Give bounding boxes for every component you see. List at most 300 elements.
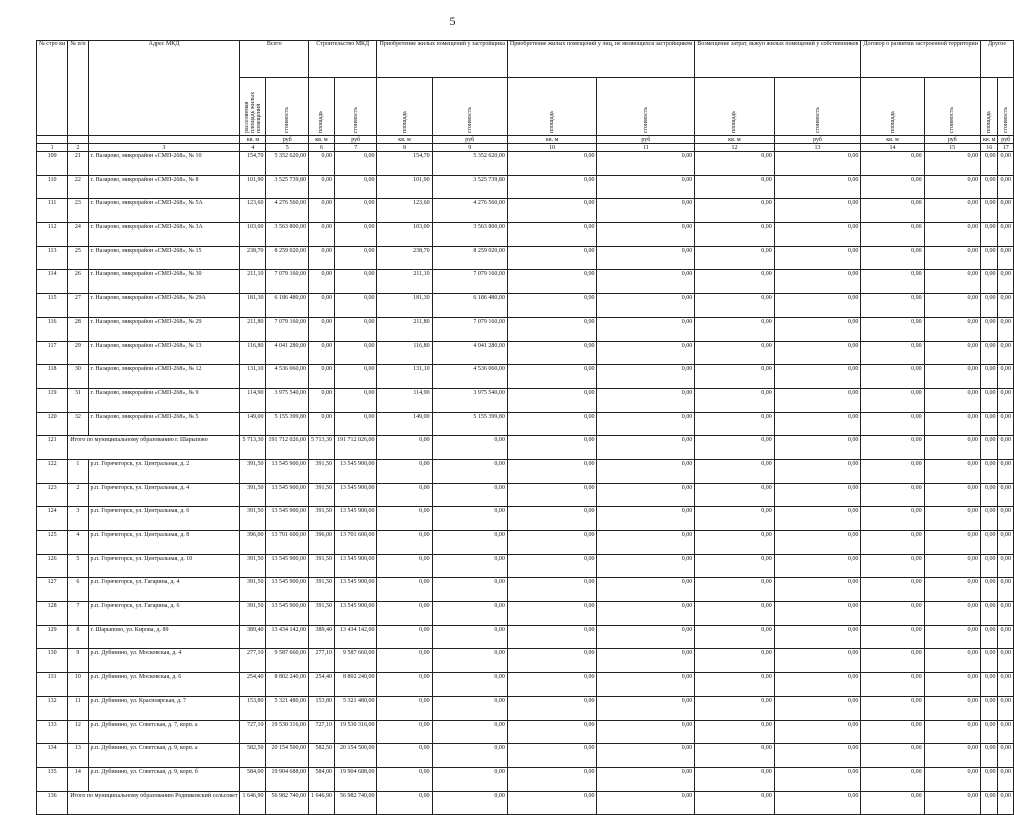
value-cell: 13 545 900,00 [334, 602, 377, 626]
housing-relocation-table [36, 40, 1014, 815]
value-cell: 0,00 [980, 175, 998, 199]
column-numbers-row [37, 144, 1014, 152]
value-cell: 0,00 [597, 223, 695, 247]
value-cell: 4 536 060,00 [266, 365, 309, 389]
value-cell: 0,00 [980, 246, 998, 270]
value-cell: 0,00 [774, 199, 861, 223]
value-cell: 0,00 [998, 341, 1014, 365]
value-cell: 396,00 [308, 531, 334, 555]
value-cell: 0,00 [980, 720, 998, 744]
column-number: 5 [266, 144, 309, 152]
value-cell: 0,00 [695, 412, 774, 436]
value-cell: 7 079 160,00 [432, 270, 507, 294]
value-cell: 0,00 [998, 365, 1014, 389]
value-cell: 0,00 [695, 602, 774, 626]
value-cell: 0,00 [308, 223, 334, 247]
value-cell: 0,00 [377, 459, 432, 483]
value-cell: 0,00 [861, 673, 924, 697]
value-cell: 0,00 [980, 223, 998, 247]
value-cell: 0,00 [308, 175, 334, 199]
value-cell: 238,70 [240, 246, 266, 270]
column-number: 6 [308, 144, 334, 152]
value-cell: 0,00 [861, 294, 924, 318]
value-cell: 0,00 [507, 459, 597, 483]
value-cell: 584,00 [240, 767, 266, 791]
value-cell: 0,00 [695, 578, 774, 602]
value-cell: 13 701 600,00 [266, 531, 309, 555]
value-cell: 391,50 [240, 578, 266, 602]
value-cell: 0,00 [432, 483, 507, 507]
value-cell: 13 545 900,00 [266, 507, 309, 531]
unit-cell: руб [998, 136, 1014, 144]
column-number: 17 [998, 144, 1014, 152]
value-cell: 0,00 [308, 388, 334, 412]
value-cell: 211,80 [377, 317, 432, 341]
row-number-cell: 110 [37, 175, 68, 199]
value-cell: 0,00 [432, 625, 507, 649]
value-cell: 0,00 [980, 602, 998, 626]
column-number: 7 [334, 144, 377, 152]
value-cell: 0,00 [597, 578, 695, 602]
value-cell: 7 079 160,00 [266, 270, 309, 294]
value-cell: 211,80 [240, 317, 266, 341]
value-cell: 0,00 [980, 365, 998, 389]
value-cell: 0,00 [507, 294, 597, 318]
value-cell: 0,00 [924, 696, 980, 720]
value-cell: 0,00 [432, 673, 507, 697]
address-cell: р.п. Горячегорск, ул. Центральная, д. 2 [88, 459, 240, 483]
value-cell: 0,00 [924, 294, 980, 318]
pp-number-cell: 29 [68, 341, 88, 365]
value-cell: 0,00 [597, 531, 695, 555]
address-cell: г. Назарово, микрорайон «СМП-268», № 12 [88, 365, 240, 389]
value-cell: 0,00 [980, 744, 998, 768]
value-cell: 0,00 [998, 223, 1014, 247]
value-cell: 0,00 [924, 270, 980, 294]
value-cell: 0,00 [695, 625, 774, 649]
table-row [37, 317, 1014, 341]
row-number-cell: 122 [37, 459, 68, 483]
value-cell: 0,00 [861, 744, 924, 768]
row-number-cell: 126 [37, 554, 68, 578]
address-cell: г. Назарово, микрорайон «СМП-268», № 9 [88, 388, 240, 412]
unit-cell: руб [266, 136, 309, 144]
value-cell: 238,70 [377, 246, 432, 270]
value-cell: 0,00 [980, 531, 998, 555]
value-cell: 5 321 480,00 [334, 696, 377, 720]
value-cell: 0,00 [334, 365, 377, 389]
unit-cell: руб [924, 136, 980, 144]
value-cell: 0,00 [924, 246, 980, 270]
value-cell: 0,00 [597, 436, 695, 460]
table-row [37, 388, 1014, 412]
subheader-cost: стоимость [432, 78, 507, 136]
table-row [37, 507, 1014, 531]
value-cell: 0,00 [924, 436, 980, 460]
value-cell: 0,00 [924, 341, 980, 365]
value-cell: 0,00 [774, 341, 861, 365]
value-cell: 0,00 [998, 696, 1014, 720]
value-cell: 391,50 [240, 507, 266, 531]
value-cell: 0,00 [597, 602, 695, 626]
pp-number-cell: 4 [68, 531, 88, 555]
value-cell: 0,00 [695, 483, 774, 507]
value-cell: 0,00 [334, 317, 377, 341]
value-cell: 0,00 [507, 388, 597, 412]
value-cell: 116,80 [240, 341, 266, 365]
value-cell: 389,40 [240, 625, 266, 649]
value-cell: 391,50 [240, 554, 266, 578]
pp-number-cell: 24 [68, 223, 88, 247]
value-cell: 0,00 [924, 673, 980, 697]
value-cell: 0,00 [377, 578, 432, 602]
value-cell: 0,00 [861, 175, 924, 199]
value-cell: 0,00 [924, 412, 980, 436]
value-cell: 0,00 [695, 270, 774, 294]
value-cell: 0,00 [998, 199, 1014, 223]
value-cell: 0,00 [695, 673, 774, 697]
value-cell: 0,00 [507, 341, 597, 365]
pp-number-cell: 8 [68, 625, 88, 649]
value-cell: 0,00 [334, 223, 377, 247]
subheader-cost: стоимость [924, 78, 980, 136]
address-cell: р.п. Дубинино, ул. Советская, д. 9, корп. б [88, 767, 240, 791]
value-cell: 13 434 142,00 [334, 625, 377, 649]
header-address: Адрес МКД [88, 41, 240, 136]
address-cell: г. Назарово, микрорайон «СМП-268», № 29А [88, 294, 240, 318]
address-cell: г. Назарово, микрорайон «СМП-268», № 5А [88, 199, 240, 223]
value-cell: 0,00 [774, 175, 861, 199]
value-cell: 101,90 [240, 175, 266, 199]
value-cell: 0,00 [695, 317, 774, 341]
value-cell: 0,00 [861, 696, 924, 720]
row-number-cell: 127 [37, 578, 68, 602]
row-number-cell: 128 [37, 602, 68, 626]
value-cell: 396,00 [240, 531, 266, 555]
value-cell: 391,50 [240, 602, 266, 626]
unit-cell: кв. м [507, 136, 597, 144]
value-cell: 0,00 [695, 649, 774, 673]
column-number: 9 [432, 144, 507, 152]
value-cell: 131,10 [240, 365, 266, 389]
value-cell: 0,00 [377, 625, 432, 649]
value-cell: 0,00 [334, 199, 377, 223]
value-cell: 0,00 [597, 459, 695, 483]
pp-number-cell: 1 [68, 459, 88, 483]
value-cell: 0,00 [998, 507, 1014, 531]
row-number-cell: 120 [37, 412, 68, 436]
value-cell: 0,00 [924, 578, 980, 602]
value-cell: 0,00 [432, 767, 507, 791]
value-cell: 0,00 [695, 152, 774, 176]
value-cell: 0,00 [695, 175, 774, 199]
value-cell: 0,00 [774, 625, 861, 649]
address-cell: р.п. Горячегорск, ул. Центральная, д. 6 [88, 507, 240, 531]
value-cell: 0,00 [861, 649, 924, 673]
value-cell: 0,00 [998, 767, 1014, 791]
value-cell: 5 713,30 [240, 436, 266, 460]
value-cell: 0,00 [507, 791, 597, 815]
subheader-area: площадь [861, 78, 924, 136]
value-cell: 0,00 [507, 649, 597, 673]
pp-number-cell: 2 [68, 483, 88, 507]
value-cell: 391,50 [308, 578, 334, 602]
pp-number-cell: 23 [68, 199, 88, 223]
value-cell: 0,00 [998, 744, 1014, 768]
value-cell: 0,00 [861, 412, 924, 436]
value-cell: 13 545 900,00 [266, 554, 309, 578]
address-cell: г. Назарово, микрорайон «СМП-268», № 3А [88, 223, 240, 247]
unit-cell: руб [432, 136, 507, 144]
value-cell: 0,00 [774, 412, 861, 436]
value-cell: 0,00 [774, 317, 861, 341]
value-cell: 20 154 500,00 [266, 744, 309, 768]
value-cell: 0,00 [980, 791, 998, 815]
value-cell: 0,00 [774, 459, 861, 483]
subheader-area: площадь [377, 78, 432, 136]
value-cell: 0,00 [861, 625, 924, 649]
header-acq-developer: Приобретение жилых помещений у застройщика [377, 41, 507, 78]
value-cell: 0,00 [432, 554, 507, 578]
value-cell: 0,00 [432, 649, 507, 673]
unit-cell: руб [774, 136, 861, 144]
value-cell: 0,00 [432, 507, 507, 531]
table-row [37, 625, 1014, 649]
value-cell: 0,00 [980, 199, 998, 223]
row-number-cell: 135 [37, 767, 68, 791]
value-cell: 0,00 [377, 696, 432, 720]
address-cell: р.п. Дубинино, ул. Советская, д. 7, корп. а [88, 720, 240, 744]
value-cell: 103,00 [377, 223, 432, 247]
value-cell: 0,00 [308, 412, 334, 436]
value-cell: 0,00 [924, 317, 980, 341]
value-cell: 0,00 [980, 649, 998, 673]
value-cell: 0,00 [597, 199, 695, 223]
value-cell: 0,00 [998, 531, 1014, 555]
value-cell: 0,00 [774, 602, 861, 626]
value-cell: 0,00 [334, 175, 377, 199]
value-cell: 0,00 [774, 507, 861, 531]
row-number-cell: 109 [37, 152, 68, 176]
value-cell: 0,00 [597, 412, 695, 436]
value-cell: 116,80 [377, 341, 432, 365]
address-cell: г. Назарово, микрорайон «СМП-268», № 10 [88, 152, 240, 176]
value-cell: 5 321 480,00 [266, 696, 309, 720]
address-cell: г. Назарово, микрорайон «СМП-268», № 8 [88, 175, 240, 199]
value-cell: 0,00 [597, 720, 695, 744]
value-cell: 0,00 [334, 294, 377, 318]
value-cell: 0,00 [308, 270, 334, 294]
value-cell: 153,80 [240, 696, 266, 720]
address-cell: р.п. Горячегорск, ул. Центральная, д. 4 [88, 483, 240, 507]
value-cell: 0,00 [377, 483, 432, 507]
value-cell: 6 186 480,00 [266, 294, 309, 318]
column-number: 8 [377, 144, 432, 152]
value-cell: 0,00 [998, 578, 1014, 602]
value-cell: 0,00 [980, 388, 998, 412]
table-row [37, 223, 1014, 247]
pp-number-cell: 31 [68, 388, 88, 412]
subheader-cost: стоимость [597, 78, 695, 136]
value-cell: 0,00 [695, 436, 774, 460]
value-cell: 149,00 [240, 412, 266, 436]
value-cell: 391,50 [308, 602, 334, 626]
value-cell: 0,00 [998, 791, 1014, 815]
value-cell: 0,00 [861, 767, 924, 791]
value-cell: 0,00 [597, 767, 695, 791]
value-cell: 0,00 [861, 459, 924, 483]
value-cell: 0,00 [597, 246, 695, 270]
table-row [37, 744, 1014, 768]
table-row [37, 199, 1014, 223]
value-cell: 0,00 [861, 507, 924, 531]
value-cell: 0,00 [774, 720, 861, 744]
value-cell: 0,00 [861, 246, 924, 270]
value-cell: 0,00 [507, 531, 597, 555]
value-cell: 389,40 [308, 625, 334, 649]
unit-cell: кв. м [240, 136, 266, 144]
value-cell: 6 186 480,00 [432, 294, 507, 318]
address-cell: р.п. Горячегорск, ул. Гагарина, д. 6 [88, 602, 240, 626]
value-cell: 0,00 [980, 554, 998, 578]
value-cell: 0,00 [924, 625, 980, 649]
row-number-cell: 130 [37, 649, 68, 673]
value-cell: 19 530 316,00 [334, 720, 377, 744]
table-row [37, 720, 1014, 744]
value-cell: 131,10 [377, 365, 432, 389]
table-row [37, 294, 1014, 318]
header-contract: Договор о развитии застроенной территории [861, 41, 981, 78]
value-cell: 154,70 [240, 152, 266, 176]
row-number-cell: 111 [37, 199, 68, 223]
value-cell: 0,00 [334, 412, 377, 436]
unit-cell: кв. м [861, 136, 924, 144]
value-cell: 0,00 [377, 720, 432, 744]
value-cell: 19 530 316,00 [266, 720, 309, 744]
value-cell: 1 646,90 [308, 791, 334, 815]
value-cell: 0,00 [924, 791, 980, 815]
value-cell: 0,00 [924, 152, 980, 176]
value-cell: 13 545 900,00 [334, 507, 377, 531]
value-cell: 19 904 688,00 [334, 767, 377, 791]
value-cell: 391,50 [240, 483, 266, 507]
value-cell: 13 545 900,00 [334, 459, 377, 483]
address-cell: р.п. Дубинино, ул. Советская, д. 9, корп. а [88, 744, 240, 768]
value-cell: 0,00 [980, 412, 998, 436]
value-cell: 181,30 [377, 294, 432, 318]
value-cell: 13 545 900,00 [266, 578, 309, 602]
address-cell: г. Назарово, микрорайон «СМП-268», № 30 [88, 270, 240, 294]
value-cell: 0,00 [695, 459, 774, 483]
value-cell: 584,00 [308, 767, 334, 791]
value-cell: 0,00 [507, 720, 597, 744]
value-cell: 0,00 [432, 602, 507, 626]
pp-number-cell: 7 [68, 602, 88, 626]
value-cell: 114,90 [240, 388, 266, 412]
value-cell: 0,00 [924, 483, 980, 507]
value-cell: 0,00 [432, 459, 507, 483]
value-cell: 0,00 [597, 483, 695, 507]
value-cell: 0,00 [924, 199, 980, 223]
value-cell: 0,00 [507, 152, 597, 176]
value-cell: 7 079 160,00 [266, 317, 309, 341]
value-cell: 0,00 [695, 294, 774, 318]
value-cell: 5 352 620,00 [432, 152, 507, 176]
table-row [37, 673, 1014, 697]
header-other: Другое [980, 41, 1013, 78]
value-cell: 9 587 660,00 [266, 649, 309, 673]
value-cell: 0,00 [597, 270, 695, 294]
value-cell: 191 712 026,00 [334, 436, 377, 460]
column-number: 3 [88, 144, 240, 152]
value-cell: 727,10 [240, 720, 266, 744]
value-cell: 5 155 399,80 [432, 412, 507, 436]
value-cell: 0,00 [695, 554, 774, 578]
value-cell: 0,00 [998, 649, 1014, 673]
value-cell: 0,00 [774, 767, 861, 791]
value-cell: 0,00 [695, 744, 774, 768]
value-cell: 0,00 [980, 578, 998, 602]
value-cell: 391,50 [308, 554, 334, 578]
value-cell: 0,00 [924, 602, 980, 626]
page-number: 5 [449, 14, 456, 28]
value-cell: 13 545 900,00 [266, 459, 309, 483]
value-cell: 0,00 [924, 767, 980, 791]
value-cell: 0,00 [774, 578, 861, 602]
value-cell: 13 434 142,00 [266, 625, 309, 649]
value-cell: 0,00 [980, 341, 998, 365]
value-cell: 0,00 [861, 602, 924, 626]
value-cell: 0,00 [597, 341, 695, 365]
value-cell: 0,00 [980, 625, 998, 649]
header-acq-non-developer: Приобретение жилых помещений у лиц, не являющихся застройщиком [507, 41, 694, 78]
value-cell: 0,00 [695, 223, 774, 247]
value-cell: 56 982 740,00 [334, 791, 377, 815]
value-cell: 0,00 [507, 602, 597, 626]
table-row [37, 531, 1014, 555]
subheader-cost: стоимость [334, 78, 377, 136]
value-cell: 0,00 [998, 625, 1014, 649]
value-cell: 0,00 [924, 649, 980, 673]
row-number-cell: 113 [37, 246, 68, 270]
unit-cell: кв. м [377, 136, 432, 144]
value-cell: 0,00 [774, 531, 861, 555]
row-number-cell: 114 [37, 270, 68, 294]
pp-number-cell: 25 [68, 246, 88, 270]
value-cell: 0,00 [377, 507, 432, 531]
value-cell: 0,00 [998, 270, 1014, 294]
value-cell: 0,00 [861, 554, 924, 578]
value-cell: 0,00 [507, 554, 597, 578]
value-cell: 0,00 [980, 152, 998, 176]
pp-number-cell: 13 [68, 744, 88, 768]
pp-number-cell: 21 [68, 152, 88, 176]
row-number-cell: 131 [37, 673, 68, 697]
address-cell: г. Шарыпово, ул. Кирова, д. 89 [88, 625, 240, 649]
pp-number-cell: 32 [68, 412, 88, 436]
table-body [37, 152, 1014, 815]
value-cell: 0,00 [695, 199, 774, 223]
value-cell: 0,00 [980, 483, 998, 507]
row-number-cell: 117 [37, 341, 68, 365]
units-row [37, 136, 1014, 144]
table-row [37, 270, 1014, 294]
table-row [37, 649, 1014, 673]
value-cell: 0,00 [695, 365, 774, 389]
value-cell: 0,00 [980, 459, 998, 483]
value-cell: 727,10 [308, 720, 334, 744]
value-cell: 0,00 [432, 696, 507, 720]
